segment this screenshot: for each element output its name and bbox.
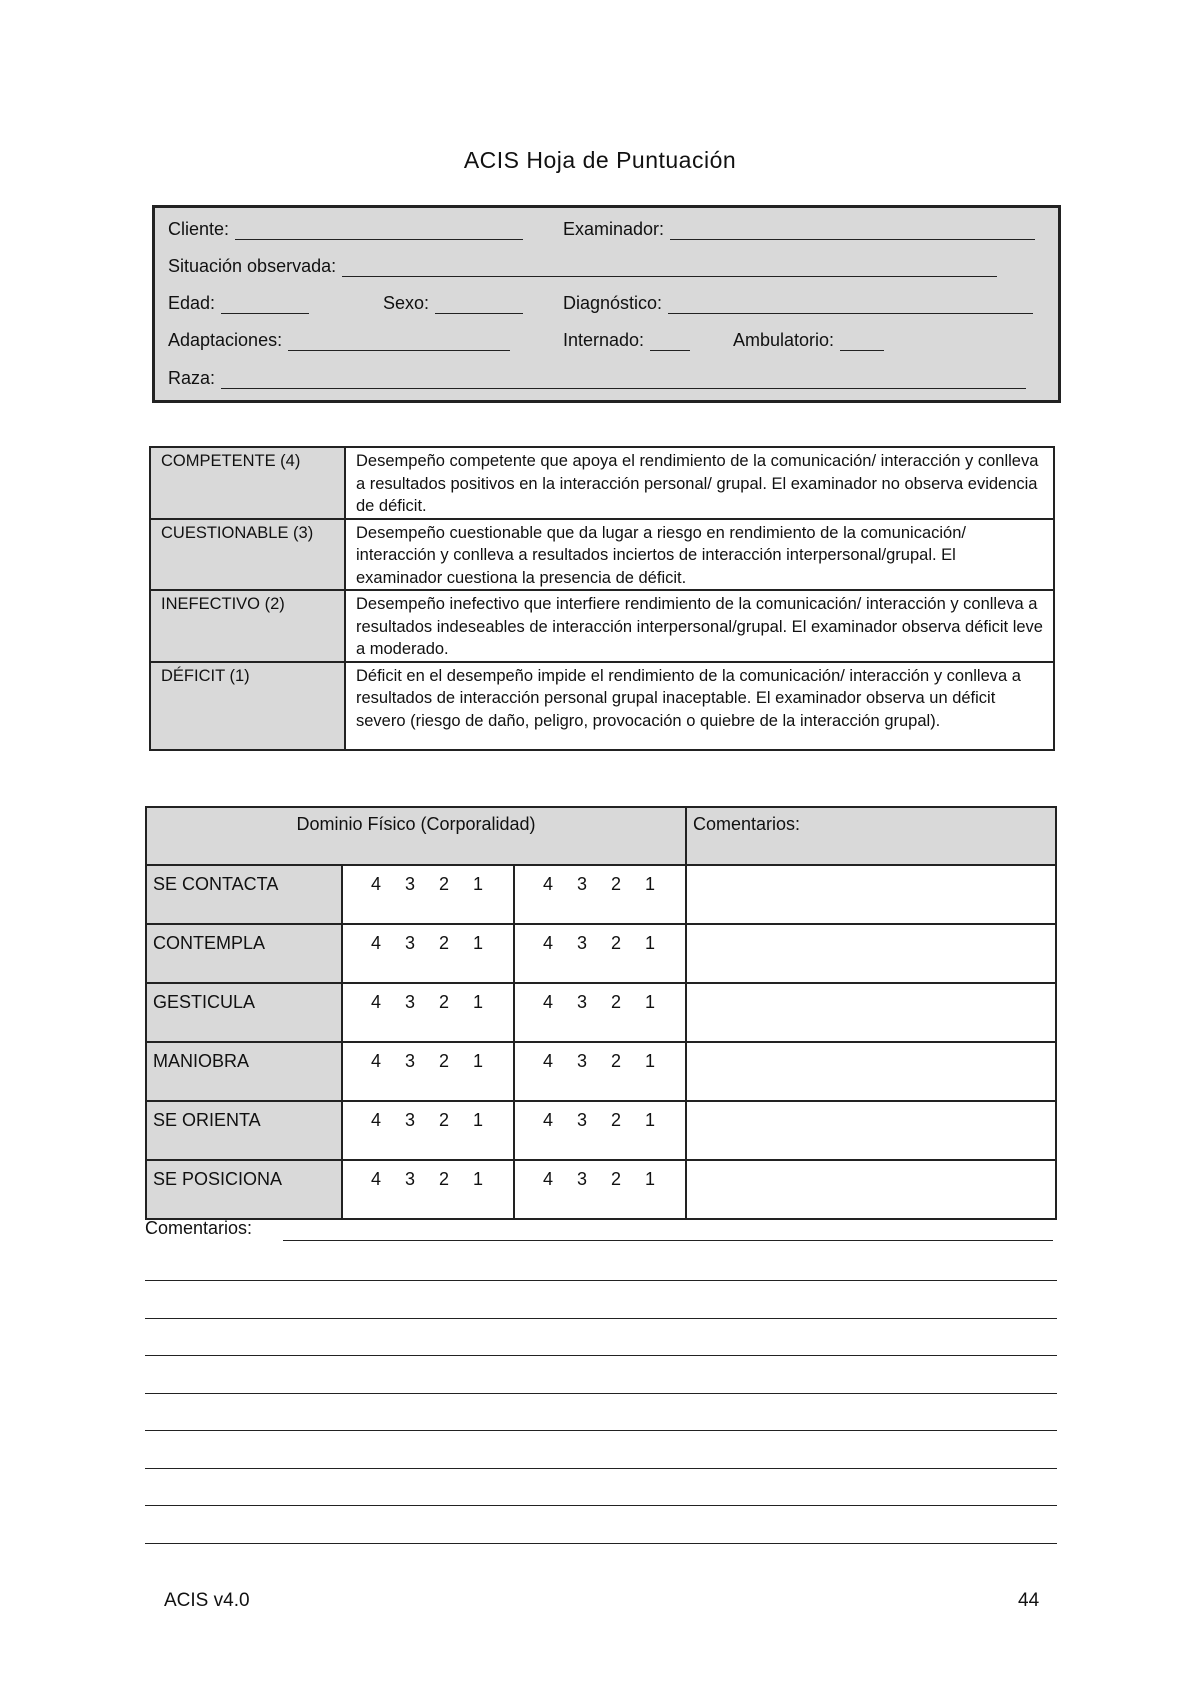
- edad-blank[interactable]: [221, 295, 309, 314]
- score-option[interactable]: 3: [405, 933, 416, 953]
- score-options: [343, 1169, 513, 1190]
- score-option[interactable]: 2: [439, 874, 450, 894]
- domain-item-label: GESTICULA: [146, 983, 342, 1042]
- score-option[interactable]: 4: [543, 1169, 554, 1189]
- score-option[interactable]: 2: [439, 1051, 450, 1071]
- comment-line[interactable]: [145, 1468, 1057, 1469]
- score-cell: [514, 1160, 686, 1219]
- domain-row: [146, 1042, 1056, 1101]
- rating-description: Desempeño inefectivo que interfiere rendimiento de la comunicación/ interacción y conlleva a resultados indeseables de interacción interpersonal/grupal. El examinador observa déficit leve a moderado.: [345, 590, 1054, 662]
- score-option[interactable]: 4: [543, 1110, 554, 1130]
- score-option[interactable]: 4: [543, 874, 554, 894]
- score-option[interactable]: 4: [371, 1110, 382, 1130]
- comment-line[interactable]: [145, 1280, 1057, 1281]
- score-option[interactable]: 1: [473, 1110, 484, 1130]
- score-option[interactable]: 3: [577, 874, 588, 894]
- score-option[interactable]: 4: [371, 933, 382, 953]
- score-option[interactable]: 4: [543, 1051, 554, 1071]
- score-cell: [342, 865, 514, 924]
- score-option[interactable]: 3: [577, 1110, 588, 1130]
- edad-field[interactable]: [168, 293, 309, 314]
- score-cell: [514, 924, 686, 983]
- comment-line[interactable]: [145, 1505, 1057, 1506]
- sexo-field[interactable]: [383, 293, 523, 314]
- score-option[interactable]: 1: [473, 874, 484, 894]
- domain-table: [145, 806, 1057, 1220]
- comments-header: Comentarios:: [686, 807, 1056, 865]
- score-cell: [342, 924, 514, 983]
- score-option[interactable]: 4: [543, 933, 554, 953]
- score-options: [343, 874, 513, 895]
- score-option[interactable]: 1: [645, 1051, 656, 1071]
- score-options: [343, 1051, 513, 1072]
- domain-item-label: SE CONTACTA: [146, 865, 342, 924]
- sexo-label: Sexo:: [383, 293, 430, 313]
- examinador-field[interactable]: [563, 219, 1035, 240]
- score-option[interactable]: 2: [611, 1110, 622, 1130]
- score-option[interactable]: 1: [645, 1169, 656, 1189]
- situacion-label: Situación observada:: [168, 256, 337, 276]
- score-option[interactable]: 1: [473, 992, 484, 1012]
- rating-description: Desempeño competente que apoya el rendimiento de la comunicación/ interacción y conlleva a resultados positivos en la interacción personal/ grupal. El examinador no observa evidencia de déficit.: [345, 447, 1054, 519]
- score-option[interactable]: 3: [577, 1169, 588, 1189]
- score-options: [515, 1110, 685, 1131]
- page-title: ACIS Hoja de Puntuación: [463, 147, 737, 173]
- score-option[interactable]: 3: [405, 874, 416, 894]
- score-option[interactable]: 3: [577, 933, 588, 953]
- rating-description: Déficit en el desempeño impide el rendimiento de la comunicación/ interacción y conlleva a resultados de interacción personal grupal inaceptable. El examinador observa un déficit severo (riesgo de daño, peligro, provocación o quiebre de la interacción grupal).: [345, 662, 1054, 750]
- ambulatorio-blank[interactable]: [840, 332, 884, 351]
- score-cell: [514, 983, 686, 1042]
- examinador-blank[interactable]: [670, 221, 1035, 240]
- comment-cell[interactable]: [686, 1160, 1056, 1219]
- score-cell: [342, 1160, 514, 1219]
- rating-row: [150, 519, 1054, 591]
- raza-blank[interactable]: [221, 370, 1026, 389]
- score-options: [343, 1110, 513, 1131]
- comment-line[interactable]: [145, 1318, 1057, 1319]
- sexo-blank[interactable]: [435, 295, 523, 314]
- score-option[interactable]: 2: [611, 933, 622, 953]
- edad-label: Edad:: [168, 293, 216, 313]
- score-cell: [514, 1042, 686, 1101]
- domain-row: [146, 1160, 1056, 1219]
- score-option[interactable]: 3: [405, 1110, 416, 1130]
- ambulatorio-label: Ambulatorio:: [733, 330, 835, 350]
- score-option[interactable]: 1: [473, 1051, 484, 1071]
- score-option[interactable]: 1: [473, 933, 484, 953]
- comment-line[interactable]: [283, 1240, 1053, 1241]
- comment-line[interactable]: [145, 1543, 1057, 1544]
- domain-item-label: MANIOBRA: [146, 1042, 342, 1101]
- score-option[interactable]: 2: [439, 1169, 450, 1189]
- score-option[interactable]: 2: [611, 1169, 622, 1189]
- score-cell: [514, 1101, 686, 1160]
- rating-row: [150, 590, 1054, 662]
- domain-row: [146, 865, 1056, 924]
- score-options: [515, 1169, 685, 1190]
- cliente-field[interactable]: [168, 219, 523, 240]
- rating-label: DÉFICIT (1): [150, 662, 345, 750]
- score-options: [343, 992, 513, 1013]
- diagnostico-label: Diagnóstico:: [563, 293, 663, 313]
- score-option[interactable]: 1: [645, 1110, 656, 1130]
- score-option[interactable]: 2: [611, 1051, 622, 1071]
- comment-cell[interactable]: [686, 865, 1056, 924]
- cliente-label: Cliente:: [168, 219, 230, 239]
- rating-description: Desempeño cuestionable que da lugar a riesgo en rendimiento de la comunicación/ interacción y conlleva a resultados inciertos de interacción interpersonal/grupal. El examinador cuestiona la presencia de déficit.: [345, 519, 1054, 591]
- score-option[interactable]: 3: [405, 992, 416, 1012]
- cliente-blank[interactable]: [235, 221, 523, 240]
- score-option[interactable]: 2: [611, 992, 622, 1012]
- internado-label: Internado:: [563, 330, 645, 350]
- score-option[interactable]: 1: [645, 992, 656, 1012]
- situacion-blank[interactable]: [342, 258, 997, 277]
- score-option[interactable]: 4: [543, 992, 554, 1012]
- score-cell: [342, 983, 514, 1042]
- score-options: [343, 933, 513, 954]
- score-option[interactable]: 4: [371, 1051, 382, 1071]
- score-option[interactable]: 4: [371, 874, 382, 894]
- adaptaciones-field[interactable]: [168, 330, 510, 351]
- score-option[interactable]: 3: [405, 1051, 416, 1071]
- comment-cell[interactable]: [686, 924, 1056, 983]
- ambulatorio-field[interactable]: [733, 330, 884, 351]
- rating-scale-table: [149, 446, 1055, 751]
- score-option[interactable]: 1: [645, 933, 656, 953]
- score-options: [515, 1051, 685, 1072]
- page-number: 44: [1018, 1590, 1040, 1611]
- comment-cell[interactable]: [686, 1101, 1056, 1160]
- domain-item-label: SE POSICIONA: [146, 1160, 342, 1219]
- comment-line[interactable]: [145, 1430, 1057, 1431]
- comment-line[interactable]: [145, 1393, 1057, 1394]
- rating-label: INEFECTIVO (2): [150, 590, 345, 662]
- score-option[interactable]: 2: [439, 933, 450, 953]
- adaptaciones-label: Adaptaciones:: [168, 330, 283, 350]
- internado-blank[interactable]: [650, 332, 690, 351]
- score-options: [515, 933, 685, 954]
- score-option[interactable]: 3: [577, 992, 588, 1012]
- score-option[interactable]: 2: [439, 1110, 450, 1130]
- raza-label: Raza:: [168, 368, 216, 388]
- score-cell: [342, 1101, 514, 1160]
- score-option[interactable]: 4: [371, 992, 382, 1012]
- score-option[interactable]: 1: [645, 874, 656, 894]
- domain-row: [146, 983, 1056, 1042]
- comments-label: Comentarios:: [145, 1218, 253, 1238]
- score-options: [515, 874, 685, 895]
- diagnostico-field[interactable]: [563, 293, 1033, 314]
- situacion-field[interactable]: [168, 256, 997, 277]
- internado-field[interactable]: [563, 330, 690, 351]
- domain-row: [146, 924, 1056, 983]
- score-cell: [342, 1042, 514, 1101]
- score-cell: [514, 865, 686, 924]
- comment-cell[interactable]: [686, 1042, 1056, 1101]
- adaptaciones-blank[interactable]: [288, 332, 510, 351]
- comment-cell[interactable]: [686, 983, 1056, 1042]
- score-option[interactable]: 3: [577, 1051, 588, 1071]
- rating-row: [150, 662, 1054, 750]
- score-option[interactable]: 2: [611, 874, 622, 894]
- rating-label: CUESTIONABLE (3): [150, 519, 345, 591]
- score-options: [515, 992, 685, 1013]
- domain-row: [146, 1101, 1056, 1160]
- client-info-box: [152, 205, 1061, 403]
- comment-line[interactable]: [145, 1355, 1057, 1356]
- domain-item-label: CONTEMPLA: [146, 924, 342, 983]
- rating-row: [150, 447, 1054, 519]
- score-option[interactable]: 1: [473, 1169, 484, 1189]
- examinador-label: Examinador:: [563, 219, 665, 239]
- domain-header: Dominio Físico (Corporalidad): [146, 807, 686, 865]
- score-option[interactable]: 2: [439, 992, 450, 1012]
- domain-header-row: [146, 807, 1056, 865]
- footer-version: ACIS v4.0: [164, 1590, 250, 1611]
- raza-field[interactable]: [168, 368, 1026, 389]
- diagnostico-blank[interactable]: [668, 295, 1033, 314]
- score-option[interactable]: 3: [405, 1169, 416, 1189]
- domain-item-label: SE ORIENTA: [146, 1101, 342, 1160]
- rating-label: COMPETENTE (4): [150, 447, 345, 519]
- score-option[interactable]: 4: [371, 1169, 382, 1189]
